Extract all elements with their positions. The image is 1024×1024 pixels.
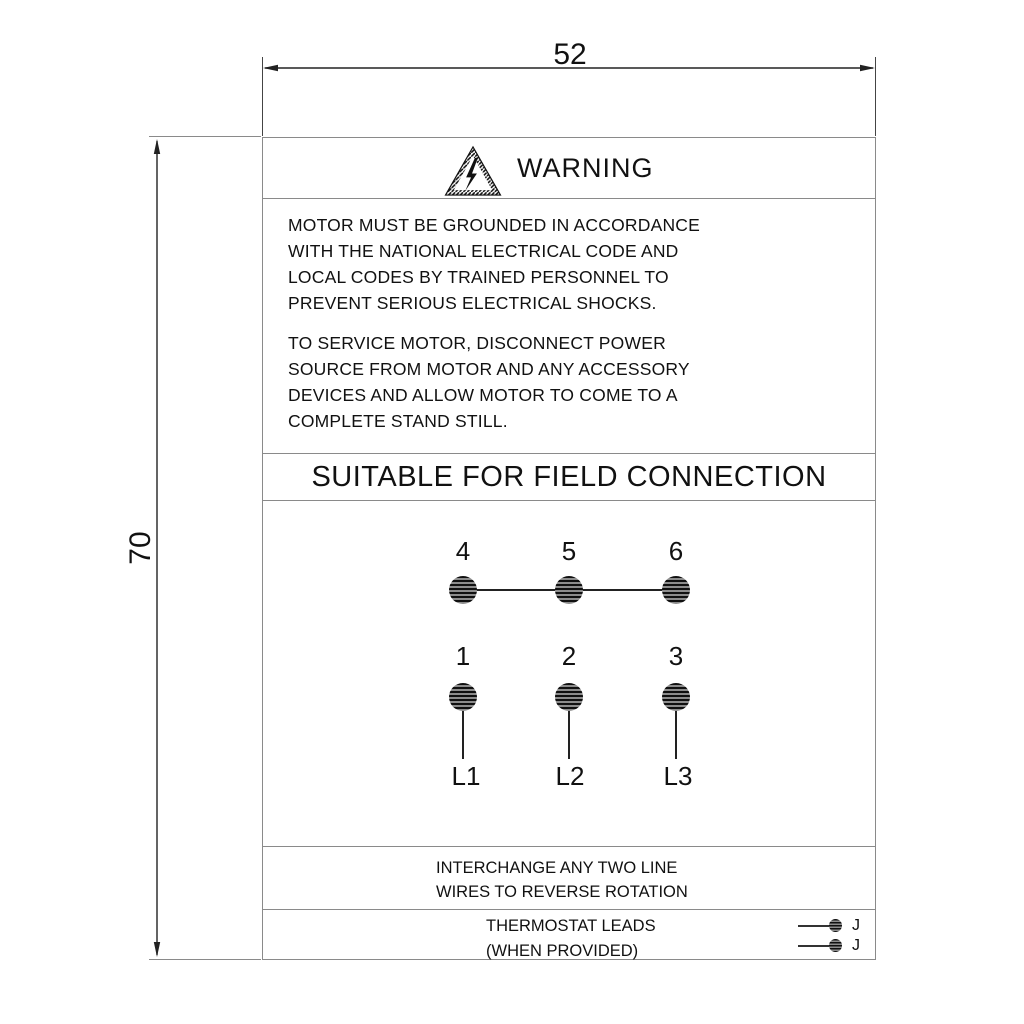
text-line: SOURCE FROM MOTOR AND ANY ACCESSORY — [288, 359, 690, 379]
field-connection-banner — [263, 453, 875, 501]
arrowhead-right — [860, 65, 875, 71]
width-dimension-label: 52 — [553, 38, 587, 71]
field-connection-title: SUITABLE FOR FIELD CONNECTION — [311, 461, 827, 493]
arrowhead-top — [154, 139, 160, 154]
text-line: MOTOR MUST BE GROUNDED IN ACCORDANCE — [288, 215, 701, 235]
terminal-3 — [662, 683, 690, 711]
thermostat-lead-label-1: J — [852, 917, 860, 934]
height-dimension-line — [149, 137, 261, 960]
line-label-l1: L1 — [451, 761, 481, 791]
lead-wire-l2 — [568, 711, 570, 759]
service-warning-paragraph — [288, 330, 855, 434]
terminal-2 — [555, 683, 583, 711]
arrowhead-bottom — [154, 942, 160, 957]
terminal-label-3: 3 — [668, 641, 684, 671]
high-voltage-warning-icon — [443, 145, 503, 198]
text-line: INTERCHANGE ANY TWO LINE — [436, 859, 678, 877]
rotation-note — [263, 846, 875, 909]
lead-wire-l1 — [462, 711, 464, 759]
text-line: DEVICES AND ALLOW MOTOR TO COME TO A — [288, 385, 678, 405]
terminal-1 — [449, 683, 477, 711]
thermostat-lead-wire-1 — [798, 925, 830, 927]
text-line: PREVENT SERIOUS ELECTRICAL SHOCKS. — [288, 293, 657, 313]
terminal-5 — [555, 576, 583, 604]
text-line: TO SERVICE MOTOR, DISCONNECT POWER — [288, 333, 666, 353]
terminal-4 — [449, 576, 477, 604]
warning-header — [263, 138, 875, 199]
lead-wire-l3 — [675, 711, 677, 759]
terminal-label-2: 2 — [561, 641, 577, 671]
text-line: COMPLETE STAND STILL. — [288, 411, 508, 431]
thermostat-lead-wire-2 — [798, 945, 830, 947]
text-line: (WHEN PROVIDED) — [486, 942, 639, 960]
thermostat-note — [263, 909, 875, 961]
thermostat-lead-terminal-1 — [829, 919, 842, 932]
grounding-warning-paragraph — [288, 212, 855, 316]
text-line: LOCAL CODES BY TRAINED PERSONNEL TO — [288, 267, 669, 287]
line-label-l2: L2 — [555, 761, 585, 791]
arrowhead-left — [263, 65, 278, 71]
warning-text-section — [263, 199, 875, 453]
text-line: WIRES TO REVERSE ROTATION — [436, 883, 688, 901]
text-line: THERMOSTAT LEADS — [486, 917, 656, 935]
label-panel — [262, 137, 876, 960]
terminal-6 — [662, 576, 690, 604]
thermostat-lead-label-2: J — [852, 937, 860, 954]
line-label-l3: L3 — [663, 761, 693, 791]
height-dimension-label: 70 — [124, 531, 157, 565]
text-line: WITH THE NATIONAL ELECTRICAL CODE AND — [288, 241, 679, 261]
terminal-label-6: 6 — [668, 536, 684, 566]
warning-title: WARNING — [517, 153, 654, 183]
terminal-label-4: 4 — [455, 536, 471, 566]
terminal-label-1: 1 — [455, 641, 471, 671]
thermostat-lead-terminal-2 — [829, 939, 842, 952]
terminal-label-5: 5 — [561, 536, 577, 566]
